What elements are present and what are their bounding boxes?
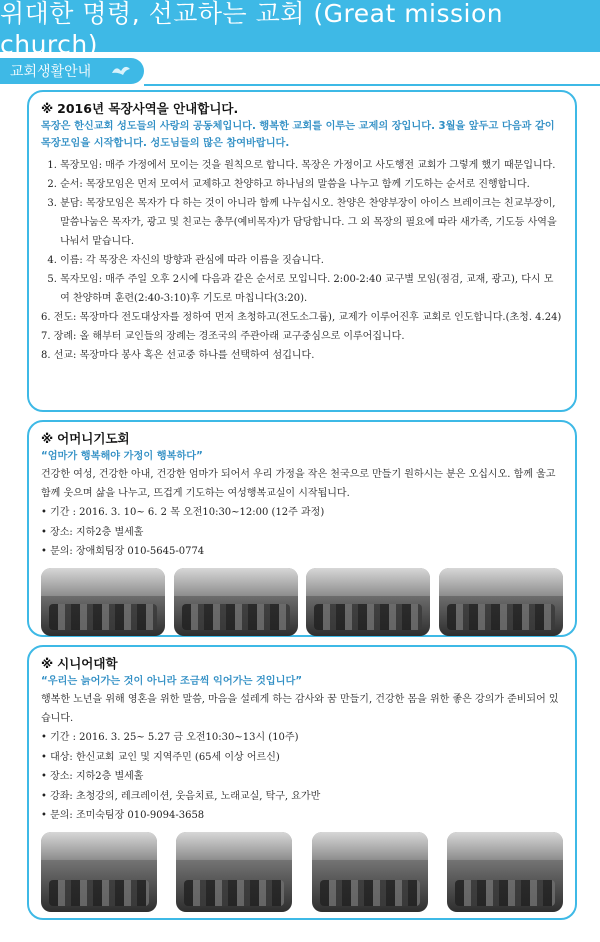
mokjang-notice-box (27, 90, 577, 412)
mokjang-item (41, 175, 563, 194)
item-number: 7. (41, 331, 54, 342)
mokjang-item (41, 270, 563, 308)
senior-university-box (27, 645, 577, 920)
item-number: 3. (41, 198, 61, 209)
item-text: 목장모임: 매주 가정에서 모이는 것을 원칙으로 합니다. 목장은 가정이고 사도행전 교회가 그렇게 했기 때문입니다. (60, 160, 556, 171)
photo (312, 832, 428, 912)
mokjang-item (41, 251, 563, 270)
detail-line: • 문의: 장애희팀장 010-5645-0774 (41, 542, 563, 562)
mothers-details (41, 503, 563, 562)
section-divider (144, 84, 600, 86)
seniors-title-text: 시니어대학 (57, 656, 118, 671)
photo (176, 832, 292, 912)
mothers-photo-strip (41, 568, 563, 636)
mokjang-item-list (41, 156, 563, 365)
reference-mark: ※ (41, 431, 54, 446)
mokjang-intro: 목장은 한신교회 성도들의 사랑의 공동체입니다. 행복한 교회를 이루는 교제의 장입니다. 3월을 앞두고 다음과 같이 목장모임을 시작합니다. 성도님들의 많은 참여바랍니다. (41, 121, 555, 149)
header-banner (0, 0, 600, 59)
item-number: 4. (41, 255, 61, 266)
seniors-subtitle: “우리는 늙어가는 것이 아니라 조금씩 익어가는 것입니다” (41, 676, 303, 687)
seniors-photo-strip (41, 832, 563, 912)
item-text: 전도: 목장마다 전도대상자를 정하여 먼저 초청하고(전도소그룹), 교제가 이루어진후 교회로 인도합니다.(초청. 4.24) (53, 312, 562, 323)
item-text: 목자모임: 매주 주일 오후 2시에 다음과 같은 순서로 모입니다. 2:00-2:40 교구별 모임(점검, 교재, 광고), 다시 모여 찬양하며 훈련(2:40-3:10)후 기도로 마칩니다(3:20). (60, 274, 554, 304)
item-text: 이름: 각 목장은 자신의 방향과 관심에 따라 이름을 짓습니다. (60, 255, 324, 266)
mokjang-title (41, 100, 563, 118)
mokjang-item (41, 156, 563, 175)
mothers-title (41, 430, 563, 448)
detail-line: • 기간 : 2016. 3. 10~ 6. 2 목 오전10:30~12:00 (12주 과정) (41, 503, 563, 523)
mothers-subtitle: “엄마가 행복해야 가정이 행복하다” (41, 451, 203, 462)
photo (41, 832, 157, 912)
reference-mark: ※ (41, 656, 54, 671)
photo (306, 568, 430, 636)
item-text: 장례: 올 해부터 교인들의 장례는 경조국의 주관아래 교구중심으로 이루어집니다. (53, 331, 405, 342)
mothers-body: 건강한 여성, 건강한 아내, 건강한 엄마가 되어서 우리 가정을 작은 천국으로 만들기 원하시는 분은 오십시오. 함께 울고 함께 웃으며 삶을 나누고, 뜨겁게 기도하는 여성행복교실이 시작됩니다. (41, 469, 556, 499)
item-number: 2. (41, 179, 61, 190)
seniors-title (41, 655, 563, 673)
mothers-title-text: 어머니기도회 (57, 431, 130, 446)
reference-mark: ※ (41, 101, 54, 116)
photo (439, 568, 563, 636)
photo (174, 568, 298, 636)
mokjang-title-text: 2016년 목장사역을 안내합니다. (57, 101, 239, 116)
item-number: 8. (41, 350, 54, 361)
mokjang-item (41, 194, 563, 251)
photo (447, 832, 563, 912)
seniors-details (41, 728, 563, 826)
mokjang-item (41, 346, 563, 365)
section-tab (0, 58, 144, 84)
detail-line: • 대상: 한신교회 교인 및 지역주민 (65세 이상 어르신) (41, 748, 563, 768)
mothers-prayer-box (27, 420, 577, 637)
item-number: 1. (41, 160, 61, 171)
item-text: 분담: 목장모임은 목자가 다 하는 것이 아니라 함께 나누십시오. 찬양은 찬양부장이 아이스 브레이크는 친교부장이, 말씀나눔은 목자가, 광고 및 친교는 총무(예비목자)가 담당합니다. 그 외 목장의 필요에 따라 새가족, 기도등 사역을 나눠서 맡습니다. (60, 198, 557, 247)
detail-line: • 문의: 조미숙팀장 010-9094-3658 (41, 806, 563, 826)
seniors-body: 행복한 노년을 위해 영혼을 위한 말씀, 마음을 설레게 하는 감사와 꿈 만들기, 건강한 몸을 위한 좋은 강의가 준비되어 있습니다. (41, 694, 559, 724)
item-number: 6. (41, 312, 54, 323)
item-text: 순서: 목장모임은 먼저 모여서 교제하고 찬양하고 하나님의 말씀을 나누고 함께 기도하는 순서로 진행합니다. (60, 179, 530, 190)
page-title: 위대한 명령, 선교하는 교회 (Great mission church) (0, 0, 504, 59)
section-tab-label: 교회생활안내 (10, 64, 92, 80)
item-number: 5. (41, 274, 61, 285)
bird-icon (110, 63, 132, 79)
item-text: 선교: 목장마다 봉사 혹은 선교중 하나를 선택하여 섬깁니다. (53, 350, 315, 361)
mokjang-item (41, 308, 563, 327)
photo (41, 568, 165, 636)
detail-line: • 강좌: 초청강의, 레크레이션, 웃음치료, 노래교실, 탁구, 요가반 (41, 787, 563, 807)
detail-line: • 장소: 지하2층 별세홀 (41, 767, 563, 787)
mokjang-item (41, 327, 563, 346)
detail-line: • 장소: 지하2층 별세홀 (41, 523, 563, 543)
detail-line: • 기간 : 2016. 3. 25~ 5.27 금 오전10:30~13시 (10주) (41, 728, 563, 748)
